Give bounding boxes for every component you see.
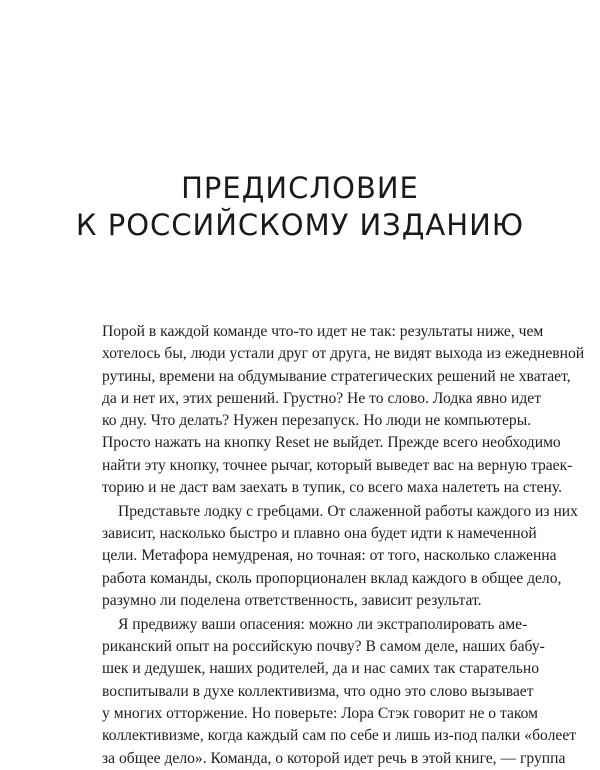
paragraph-1-line: торию и не даст вам заехать в тупик, со всего маха налететь на стену. [102,479,562,497]
paragraph-2-line: цели. Метафора немудреная, но точная: от того, насколько слаженна [102,547,557,565]
paragraph-2-line: разумно ли поделена ответственность, зависит результат. [102,592,482,610]
paragraph-1-line: найти эту кнопку, точнее рычаг, который выведет вас на верную траек- [102,456,573,474]
paragraph-2-line: зависит, насколько быстро и плавно она будет идти к намеченной [102,525,537,543]
paragraph-1-line: рутины, времени на обдумывание стратегических решений не хватает, [102,367,571,385]
chapter-title-line-2: К РОССИЙСКОМУ ИЗДАНИЮ [75,208,525,242]
chapter-title-line-1: ПРЕДИСЛОВИЕ [181,171,419,205]
paragraph-3-line: у многих отторжение. Но поверьте: Лора Стэк говорит не о таком [102,705,539,723]
paragraph-3-line: риканский опыт на российскую почву? В самом деле, наших бабу- [102,638,545,656]
paragraph-2-line: работа команды, сколь пропорционален вклад каждого в общее дело, [102,569,562,587]
paragraph-3-line: за общее дело». Команда, о которой идет речь в этой книге, — группа [102,749,566,767]
paragraph-3-line: Я предвижу ваши опасения: можно ли экстраполировать аме- [118,615,528,633]
paragraph-3-line: шек и дедушек, наших родителей, да и нас самих так старательно [102,660,540,678]
paragraph-1-line: ко дну. Что делать? Нужен перезапуск. Но люди не компьютеры. [102,412,532,430]
chapter-title [0,170,600,244]
paragraph-1-line: да и нет их, этих решений. Грустно? Не то слово. Лодка явно идет [102,389,542,407]
paragraph-1-line: Просто нажать на кнопку Reset не выйдет. Прежде всего необходимо [102,434,561,452]
paragraph-1-line: Порой в каждой команде что-то идет не так: результаты ниже, чем [102,323,544,340]
paragraph-2-line: Представьте лодку с гребцами. От слаженной работы каждого из них [118,502,578,520]
body-text [102,321,585,770]
paragraph-1-line: хотелось бы, люди устали друг от друга, не видят выхода из ежедневной [102,345,585,363]
paragraph-3-line: воспитывали в духе коллективизма, что одно это слово вызывает [102,682,534,700]
paragraph-3-line: коллективизме, когда каждый сам по себе и лишь из-под палки «болеет [102,727,577,745]
